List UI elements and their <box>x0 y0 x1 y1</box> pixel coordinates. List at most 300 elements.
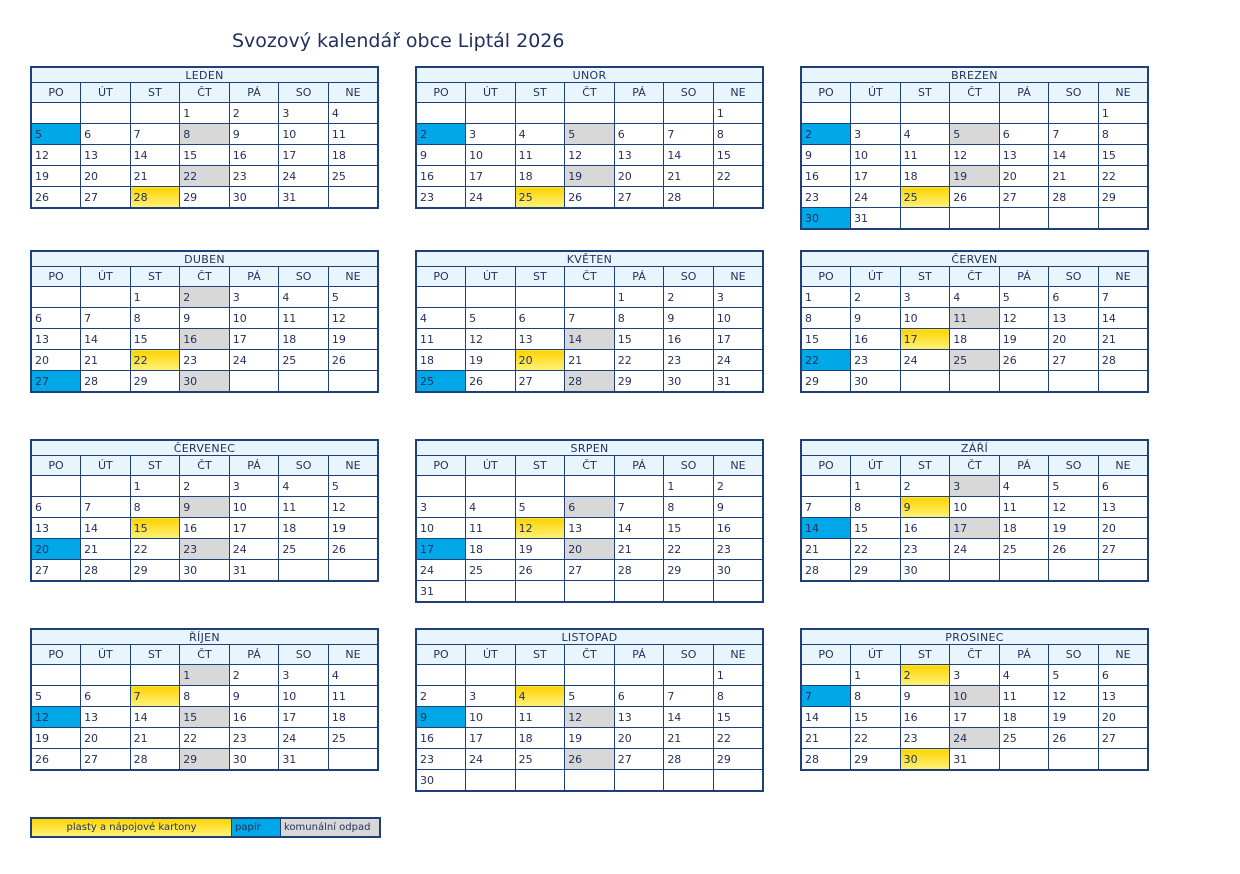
empty-cell <box>81 476 131 497</box>
empty-cell <box>999 371 1049 393</box>
day-cell: 5 <box>31 686 81 707</box>
day-cell: 20 <box>31 539 81 560</box>
weekday-header: NE <box>713 645 763 665</box>
weekday-header: SO <box>664 645 714 665</box>
empty-cell <box>565 770 615 792</box>
empty-cell <box>999 749 1049 771</box>
weekday-header: NE <box>1098 456 1148 476</box>
day-cell: 7 <box>614 497 664 518</box>
day-cell: 12 <box>328 497 378 518</box>
day-cell: 2 <box>801 124 851 145</box>
day-cell: 6 <box>31 308 81 329</box>
day-cell: 1 <box>851 665 901 686</box>
day-cell: 8 <box>851 497 901 518</box>
weekday-header: ÚT <box>851 83 901 103</box>
weekday-header: ST <box>515 83 565 103</box>
day-cell: 15 <box>180 707 230 728</box>
day-cell: 28 <box>664 749 714 770</box>
day-cell: 23 <box>664 350 714 371</box>
day-cell: 6 <box>81 686 131 707</box>
day-cell: 10 <box>279 686 329 707</box>
day-cell: 25 <box>279 539 329 560</box>
day-cell: 12 <box>31 145 81 166</box>
day-cell: 11 <box>515 145 565 166</box>
day-cell: 26 <box>466 371 516 393</box>
day-cell: 6 <box>565 497 615 518</box>
day-cell: 2 <box>900 665 950 686</box>
day-cell: 18 <box>328 145 378 166</box>
day-cell: 16 <box>851 329 901 350</box>
day-cell: 13 <box>614 707 664 728</box>
empty-cell <box>466 287 516 308</box>
day-cell: 10 <box>229 497 279 518</box>
weekday-header: PO <box>31 456 81 476</box>
day-cell: 15 <box>851 518 901 539</box>
weekday-header: ČT <box>950 456 1000 476</box>
day-cell: 3 <box>416 497 466 518</box>
day-cell: 1 <box>130 287 180 308</box>
empty-cell <box>713 770 763 792</box>
day-cell: 21 <box>1049 166 1099 187</box>
month-name: ŘÍJEN <box>31 629 378 645</box>
day-cell: 12 <box>1049 497 1099 518</box>
month-name: LEDEN <box>31 67 378 83</box>
day-cell: 17 <box>900 329 950 350</box>
empty-cell <box>900 103 950 124</box>
empty-cell <box>515 770 565 792</box>
weekday-header: ÚT <box>851 645 901 665</box>
empty-cell <box>801 476 851 497</box>
empty-cell <box>614 581 664 603</box>
weekday-header: PÁ <box>999 83 1049 103</box>
day-cell: 7 <box>664 686 714 707</box>
weekday-header: ČT <box>180 83 230 103</box>
weekday-header: SO <box>1049 645 1099 665</box>
empty-cell <box>279 371 329 393</box>
empty-cell <box>416 103 466 124</box>
day-cell: 5 <box>466 308 516 329</box>
weekday-header: ČT <box>950 83 1000 103</box>
empty-cell <box>801 103 851 124</box>
day-cell: 8 <box>713 124 763 145</box>
day-cell: 10 <box>229 308 279 329</box>
day-cell: 30 <box>713 560 763 581</box>
empty-cell <box>1098 371 1148 393</box>
day-cell: 5 <box>999 287 1049 308</box>
day-cell: 9 <box>900 686 950 707</box>
day-cell: 3 <box>950 476 1000 497</box>
day-cell: 18 <box>999 707 1049 728</box>
day-cell: 2 <box>851 287 901 308</box>
day-cell: 27 <box>1049 350 1099 371</box>
day-cell: 12 <box>1049 686 1099 707</box>
empty-cell <box>851 103 901 124</box>
day-cell: 29 <box>614 371 664 393</box>
day-cell: 8 <box>180 124 230 145</box>
weekday-header: ST <box>130 83 180 103</box>
day-cell: 8 <box>664 497 714 518</box>
day-cell: 30 <box>851 371 901 393</box>
month-name: ČERVENEC <box>31 440 378 456</box>
day-cell: 8 <box>614 308 664 329</box>
day-cell: 11 <box>999 686 1049 707</box>
day-cell: 23 <box>229 166 279 187</box>
empty-cell <box>900 371 950 393</box>
day-cell: 24 <box>416 560 466 581</box>
empty-cell <box>1049 560 1099 582</box>
day-cell: 8 <box>801 308 851 329</box>
day-cell: 5 <box>1049 665 1099 686</box>
day-cell: 6 <box>81 124 131 145</box>
day-cell: 6 <box>1049 287 1099 308</box>
day-cell: 24 <box>279 166 329 187</box>
day-cell: 18 <box>999 518 1049 539</box>
month-name: ZÁŘÍ <box>801 440 1148 456</box>
day-cell: 15 <box>1098 145 1148 166</box>
day-cell: 4 <box>279 476 329 497</box>
empty-cell <box>614 770 664 792</box>
day-cell: 9 <box>416 145 466 166</box>
day-cell: 12 <box>565 145 615 166</box>
day-cell: 26 <box>328 350 378 371</box>
day-cell: 23 <box>713 539 763 560</box>
day-cell: 22 <box>664 539 714 560</box>
day-cell: 19 <box>466 350 516 371</box>
day-cell: 17 <box>279 707 329 728</box>
empty-cell <box>466 581 516 603</box>
empty-cell <box>950 208 1000 230</box>
empty-cell <box>614 103 664 124</box>
empty-cell <box>515 665 565 686</box>
day-cell: 4 <box>328 103 378 124</box>
day-cell: 10 <box>416 518 466 539</box>
empty-cell <box>664 770 714 792</box>
day-cell: 16 <box>416 728 466 749</box>
empty-cell <box>713 581 763 603</box>
day-cell: 7 <box>801 497 851 518</box>
day-cell: 17 <box>229 329 279 350</box>
day-cell: 19 <box>328 329 378 350</box>
day-cell: 22 <box>713 166 763 187</box>
day-cell: 19 <box>31 166 81 187</box>
day-cell: 6 <box>515 308 565 329</box>
weekday-header: PÁ <box>614 645 664 665</box>
weekday-header: ÚT <box>81 83 131 103</box>
weekday-header: SO <box>279 83 329 103</box>
day-cell: 19 <box>565 166 615 187</box>
day-cell: 27 <box>1098 539 1148 560</box>
day-cell: 1 <box>130 476 180 497</box>
weekday-header: PÁ <box>614 83 664 103</box>
day-cell: 21 <box>130 728 180 749</box>
weekday-header: ČT <box>950 267 1000 287</box>
day-cell: 1 <box>713 665 763 686</box>
weekday-header: PO <box>801 267 851 287</box>
day-cell: 5 <box>328 476 378 497</box>
day-cell: 23 <box>180 539 230 560</box>
day-cell: 30 <box>229 749 279 771</box>
day-cell: 7 <box>664 124 714 145</box>
day-cell: 30 <box>229 187 279 209</box>
day-cell: 19 <box>31 728 81 749</box>
day-cell: 26 <box>328 539 378 560</box>
day-cell: 29 <box>851 749 901 771</box>
day-cell: 3 <box>851 124 901 145</box>
weekday-header: ST <box>130 645 180 665</box>
day-cell: 4 <box>515 686 565 707</box>
month-calendar <box>30 628 379 771</box>
month-calendar <box>800 628 1149 771</box>
month-name: LISTOPAD <box>416 629 763 645</box>
day-cell: 12 <box>999 308 1049 329</box>
empty-cell <box>229 371 279 393</box>
day-cell: 26 <box>31 749 81 771</box>
day-cell: 21 <box>130 166 180 187</box>
day-cell: 4 <box>515 124 565 145</box>
empty-cell <box>31 665 81 686</box>
weekday-header: NE <box>713 456 763 476</box>
day-cell: 1 <box>664 476 714 497</box>
page-title: Svozový kalendář obce Liptál 2026 <box>232 30 565 52</box>
day-cell: 6 <box>999 124 1049 145</box>
empty-cell <box>614 476 664 497</box>
empty-cell <box>565 287 615 308</box>
day-cell: 11 <box>279 308 329 329</box>
weekday-header: ÚT <box>466 83 516 103</box>
day-cell: 26 <box>1049 728 1099 749</box>
day-cell: 16 <box>180 329 230 350</box>
day-cell: 16 <box>180 518 230 539</box>
day-cell: 21 <box>81 350 131 371</box>
weekday-header: SO <box>1049 456 1099 476</box>
day-cell: 3 <box>229 287 279 308</box>
weekday-header: ČT <box>180 267 230 287</box>
weekday-header: PO <box>416 645 466 665</box>
weekday-header: PO <box>801 645 851 665</box>
day-cell: 12 <box>565 707 615 728</box>
day-cell: 27 <box>515 371 565 393</box>
weekday-header: ČT <box>565 267 615 287</box>
day-cell: 1 <box>851 476 901 497</box>
day-cell: 9 <box>851 308 901 329</box>
day-cell: 18 <box>279 329 329 350</box>
day-cell: 18 <box>950 329 1000 350</box>
day-cell: 15 <box>801 329 851 350</box>
day-cell: 29 <box>130 371 180 393</box>
day-cell: 12 <box>328 308 378 329</box>
day-cell: 16 <box>801 166 851 187</box>
day-cell: 25 <box>416 371 466 393</box>
day-cell: 8 <box>713 686 763 707</box>
day-cell: 17 <box>950 518 1000 539</box>
day-cell: 11 <box>466 518 516 539</box>
day-cell: 16 <box>416 166 466 187</box>
weekday-header: PO <box>416 83 466 103</box>
weekday-header: NE <box>1098 267 1148 287</box>
empty-cell <box>279 560 329 582</box>
day-cell: 23 <box>416 749 466 770</box>
day-cell: 31 <box>279 749 329 771</box>
empty-cell <box>1098 749 1148 771</box>
day-cell: 18 <box>466 539 516 560</box>
day-cell: 27 <box>614 749 664 770</box>
day-cell: 5 <box>565 686 615 707</box>
day-cell: 26 <box>565 749 615 770</box>
day-cell: 10 <box>279 124 329 145</box>
month-calendar <box>800 66 1149 230</box>
day-cell: 3 <box>279 103 329 124</box>
day-cell: 14 <box>81 518 131 539</box>
day-cell: 28 <box>565 371 615 393</box>
day-cell: 21 <box>81 539 131 560</box>
weekday-header: PÁ <box>229 83 279 103</box>
empty-cell <box>664 581 714 603</box>
empty-cell <box>664 665 714 686</box>
weekday-header: SO <box>664 83 714 103</box>
day-cell: 13 <box>1098 686 1148 707</box>
day-cell: 16 <box>900 707 950 728</box>
day-cell: 27 <box>81 187 131 209</box>
day-cell: 10 <box>466 145 516 166</box>
day-cell: 22 <box>130 539 180 560</box>
day-cell: 9 <box>180 497 230 518</box>
empty-cell <box>416 476 466 497</box>
weekday-header: PO <box>31 83 81 103</box>
weekday-header: NE <box>1098 645 1148 665</box>
month-name: KVĚTEN <box>416 251 763 267</box>
empty-cell <box>81 665 131 686</box>
day-cell: 20 <box>614 166 664 187</box>
empty-cell <box>664 103 714 124</box>
weekday-header: ÚT <box>81 456 131 476</box>
empty-cell <box>1098 208 1148 230</box>
weekday-header: NE <box>328 645 378 665</box>
day-cell: 26 <box>1049 539 1099 560</box>
day-cell: 3 <box>229 476 279 497</box>
day-cell: 8 <box>1098 124 1148 145</box>
day-cell: 21 <box>801 539 851 560</box>
day-cell: 14 <box>664 145 714 166</box>
day-cell: 15 <box>614 329 664 350</box>
day-cell: 17 <box>851 166 901 187</box>
empty-cell <box>1049 103 1099 124</box>
day-cell: 18 <box>515 166 565 187</box>
day-cell: 21 <box>1098 329 1148 350</box>
day-cell: 20 <box>515 350 565 371</box>
weekday-header: PO <box>416 267 466 287</box>
empty-cell <box>801 665 851 686</box>
legend-mixed-waste: komunální odpad <box>281 818 381 837</box>
day-cell: 24 <box>950 539 1000 560</box>
day-cell: 4 <box>416 308 466 329</box>
day-cell: 15 <box>713 145 763 166</box>
day-cell: 27 <box>81 749 131 771</box>
day-cell: 3 <box>950 665 1000 686</box>
weekday-header: PÁ <box>229 456 279 476</box>
day-cell: 22 <box>614 350 664 371</box>
weekday-header: PÁ <box>999 456 1049 476</box>
day-cell: 1 <box>180 665 230 686</box>
day-cell: 16 <box>713 518 763 539</box>
day-cell: 1 <box>713 103 763 124</box>
day-cell: 26 <box>999 350 1049 371</box>
day-cell: 25 <box>515 749 565 770</box>
day-cell: 9 <box>180 308 230 329</box>
weekday-header: PÁ <box>229 267 279 287</box>
day-cell: 12 <box>31 707 81 728</box>
day-cell: 29 <box>713 749 763 770</box>
day-cell: 10 <box>900 308 950 329</box>
day-cell: 5 <box>1049 476 1099 497</box>
day-cell: 24 <box>279 728 329 749</box>
empty-cell <box>950 371 1000 393</box>
day-cell: 21 <box>801 728 851 749</box>
day-cell: 10 <box>466 707 516 728</box>
day-cell: 7 <box>81 497 131 518</box>
day-cell: 18 <box>515 728 565 749</box>
day-cell: 9 <box>229 686 279 707</box>
day-cell: 19 <box>950 166 1000 187</box>
empty-cell <box>999 560 1049 582</box>
day-cell: 11 <box>950 308 1000 329</box>
weekday-header: NE <box>328 456 378 476</box>
day-cell: 28 <box>130 187 180 209</box>
day-cell: 27 <box>31 371 81 393</box>
month-name: ČERVEN <box>801 251 1148 267</box>
day-cell: 31 <box>950 749 1000 771</box>
day-cell: 24 <box>466 187 516 209</box>
day-cell: 15 <box>180 145 230 166</box>
weekday-header: PÁ <box>999 645 1049 665</box>
weekday-header: SO <box>1049 83 1099 103</box>
day-cell: 10 <box>950 686 1000 707</box>
weekday-header: SO <box>279 645 329 665</box>
day-cell: 13 <box>81 145 131 166</box>
day-cell: 20 <box>1098 518 1148 539</box>
month-name: UNOR <box>416 67 763 83</box>
day-cell: 12 <box>466 329 516 350</box>
day-cell: 22 <box>1098 166 1148 187</box>
weekday-header: ÚT <box>81 267 131 287</box>
day-cell: 20 <box>81 728 131 749</box>
day-cell: 23 <box>900 539 950 560</box>
day-cell: 2 <box>229 103 279 124</box>
day-cell: 15 <box>713 707 763 728</box>
empty-cell <box>328 749 378 771</box>
weekday-header: ÚT <box>466 456 516 476</box>
weekday-header: SO <box>279 456 329 476</box>
empty-cell <box>81 287 131 308</box>
day-cell: 11 <box>279 497 329 518</box>
day-cell: 29 <box>1098 187 1148 208</box>
day-cell: 9 <box>416 707 466 728</box>
day-cell: 4 <box>900 124 950 145</box>
day-cell: 17 <box>279 145 329 166</box>
day-cell: 24 <box>900 350 950 371</box>
day-cell: 3 <box>713 287 763 308</box>
day-cell: 28 <box>1098 350 1148 371</box>
day-cell: 25 <box>999 539 1049 560</box>
day-cell: 15 <box>851 707 901 728</box>
day-cell: 19 <box>999 329 1049 350</box>
empty-cell <box>515 287 565 308</box>
day-cell: 25 <box>279 350 329 371</box>
day-cell: 12 <box>515 518 565 539</box>
day-cell: 1 <box>614 287 664 308</box>
empty-cell <box>130 665 180 686</box>
day-cell: 23 <box>851 350 901 371</box>
day-cell: 13 <box>999 145 1049 166</box>
